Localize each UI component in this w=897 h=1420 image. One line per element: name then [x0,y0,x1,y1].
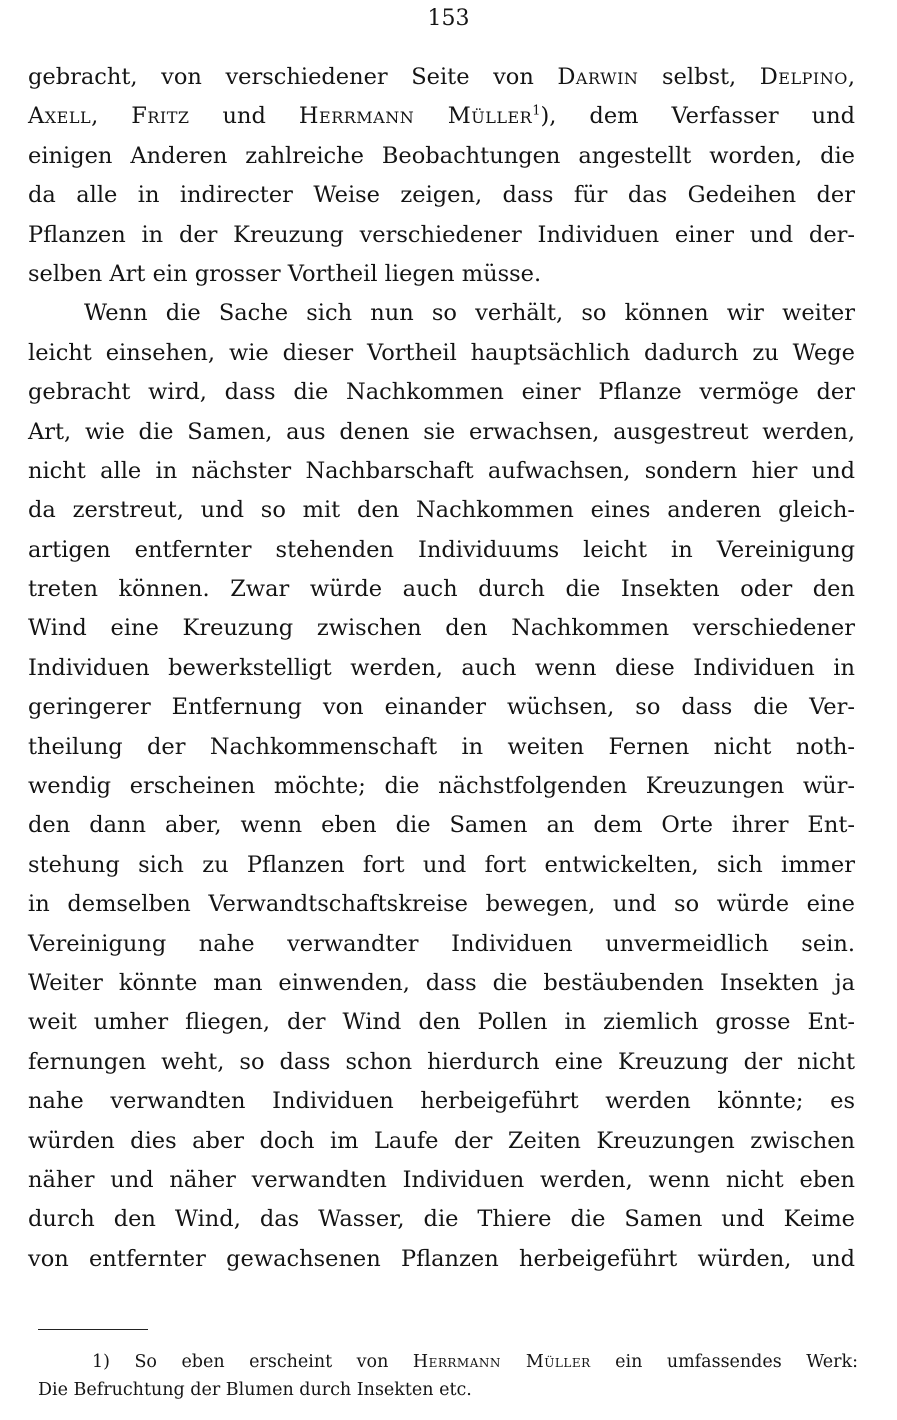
author-name-herrmann-mueller: Herrmann Müller [298,103,533,130]
text-line-6: selben Art ein grosser Vortheil liegen müsse. [28,260,542,287]
text-line-16: Individuen bewerkstelligt werden, auch wenn diese Individuen in [28,654,855,681]
text-line-29: näher und näher verwandten Individuen werden, wenn nicht eben [28,1166,855,1193]
text-line-15: Wind eine Kreuzung zwischen den Nachkommen verschiedener [28,615,855,642]
text-line-11: nicht alle in nächster Nachbarschaft aufwachsen, sondern hier und [28,457,855,484]
text-line-2: Axell, Fritz und Herrmann Müller$^1$), dem Verfasser und [28,103,855,130]
footnote-line-1: 1) So eben erscheint von Herrmann Müller ein umfassendes Werk: [92,1352,858,1372]
author-name-fritz: Fritz [131,103,190,130]
text-line-23: Vereinigung nahe verwandter Individuen unvermeidlich sein. [28,930,855,957]
text-line-14: treten können. Zwar würde auch durch die Insekten oder den [28,576,855,603]
text-line-26: fernungen weht, so dass schon hierdurch eine Kreuzung der nicht [28,1048,855,1075]
page-number: 153 [427,6,470,31]
text-line-25: weit umher fliegen, der Wind den Pollen in ziemlich grosse Ent- [28,1009,855,1036]
text-line-21: stehung sich zu Pflanzen fort und fort entwickelten, sich immer [28,851,855,878]
text-line-22: in demselben Verwandtschaftskreise bewegen, und so würde eine [28,891,855,918]
footnote [38,1348,858,1404]
text-line-9: gebracht wird, dass die Nachkommen einer Pflanze vermöge der [28,379,855,406]
footnote-divider [38,1329,148,1330]
text-line-27: nahe verwandten Individuen herbeigeführt werden könnte; es [28,1088,855,1115]
text-line-8: leicht einsehen, wie dieser Vortheil hauptsächlich dadurch zu Wege [28,339,855,366]
text-line-20: den dann aber, wenn eben die Samen an dem Orte ihrer Ent- [28,812,855,839]
text-line-31: von entfernter gewachsenen Pflanzen herbeigeführt würden, und [28,1245,855,1272]
text-line-10: Art, wie die Samen, aus denen sie erwachsen, ausgestreut werden, [28,418,855,445]
text-line-12: da zerstreut, und so mit den Nachkommen eines anderen gleich- [28,497,855,524]
text-line-17: geringerer Entfernung von einander wüchsen, so dass die Ver- [28,694,855,721]
author-name-axell: Axell [28,103,92,130]
footnote-line-2: Die Befruchtung der Blumen durch Insekten etc. [38,1380,472,1400]
author-name-delpino: Delpino [759,64,848,90]
author-name-darwin: Darwin [557,64,639,90]
text-line-19: wendig erscheinen möchte; die nächstfolgenden Kreuzungen wür- [28,773,855,800]
footnote-marker: 1 [532,103,541,119]
text-line-30: durch den Wind, das Wasser, die Thiere die Samen und Keime [28,1206,855,1233]
text-line-18: theilung der Nachkommenschaft in weiten Fernen nicht noth- [28,733,855,760]
footnote-author-name: Herrmann Müller [412,1352,591,1372]
text-line-3: einigen Anderen zahlreiche Beobachtungen angestellt worden, die [28,142,855,169]
text-line-24: Weiter könnte man einwenden, dass die bestäubenden Insekten ja [28,969,855,996]
text-line-28: würden dies aber doch im Laufe der Zeiten Kreuzungen zwischen [28,1127,855,1154]
text-line-5: Pflanzen in der Kreuzung verschiedener Individuen einer und der- [28,221,855,248]
text-line-13: artigen entfernter stehenden Individuums leicht in Vereinigung [28,536,855,563]
text-line-7: Wenn die Sache sich nun so verhält, so können wir weiter [84,300,855,327]
body-text [28,58,855,1279]
text-line-1: gebracht, von verschiedener Seite von Darwin selbst, Delpino, [28,64,855,90]
text-line-4: da alle in indirecter Weise zeigen, dass für das Gedeihen der [28,182,855,209]
